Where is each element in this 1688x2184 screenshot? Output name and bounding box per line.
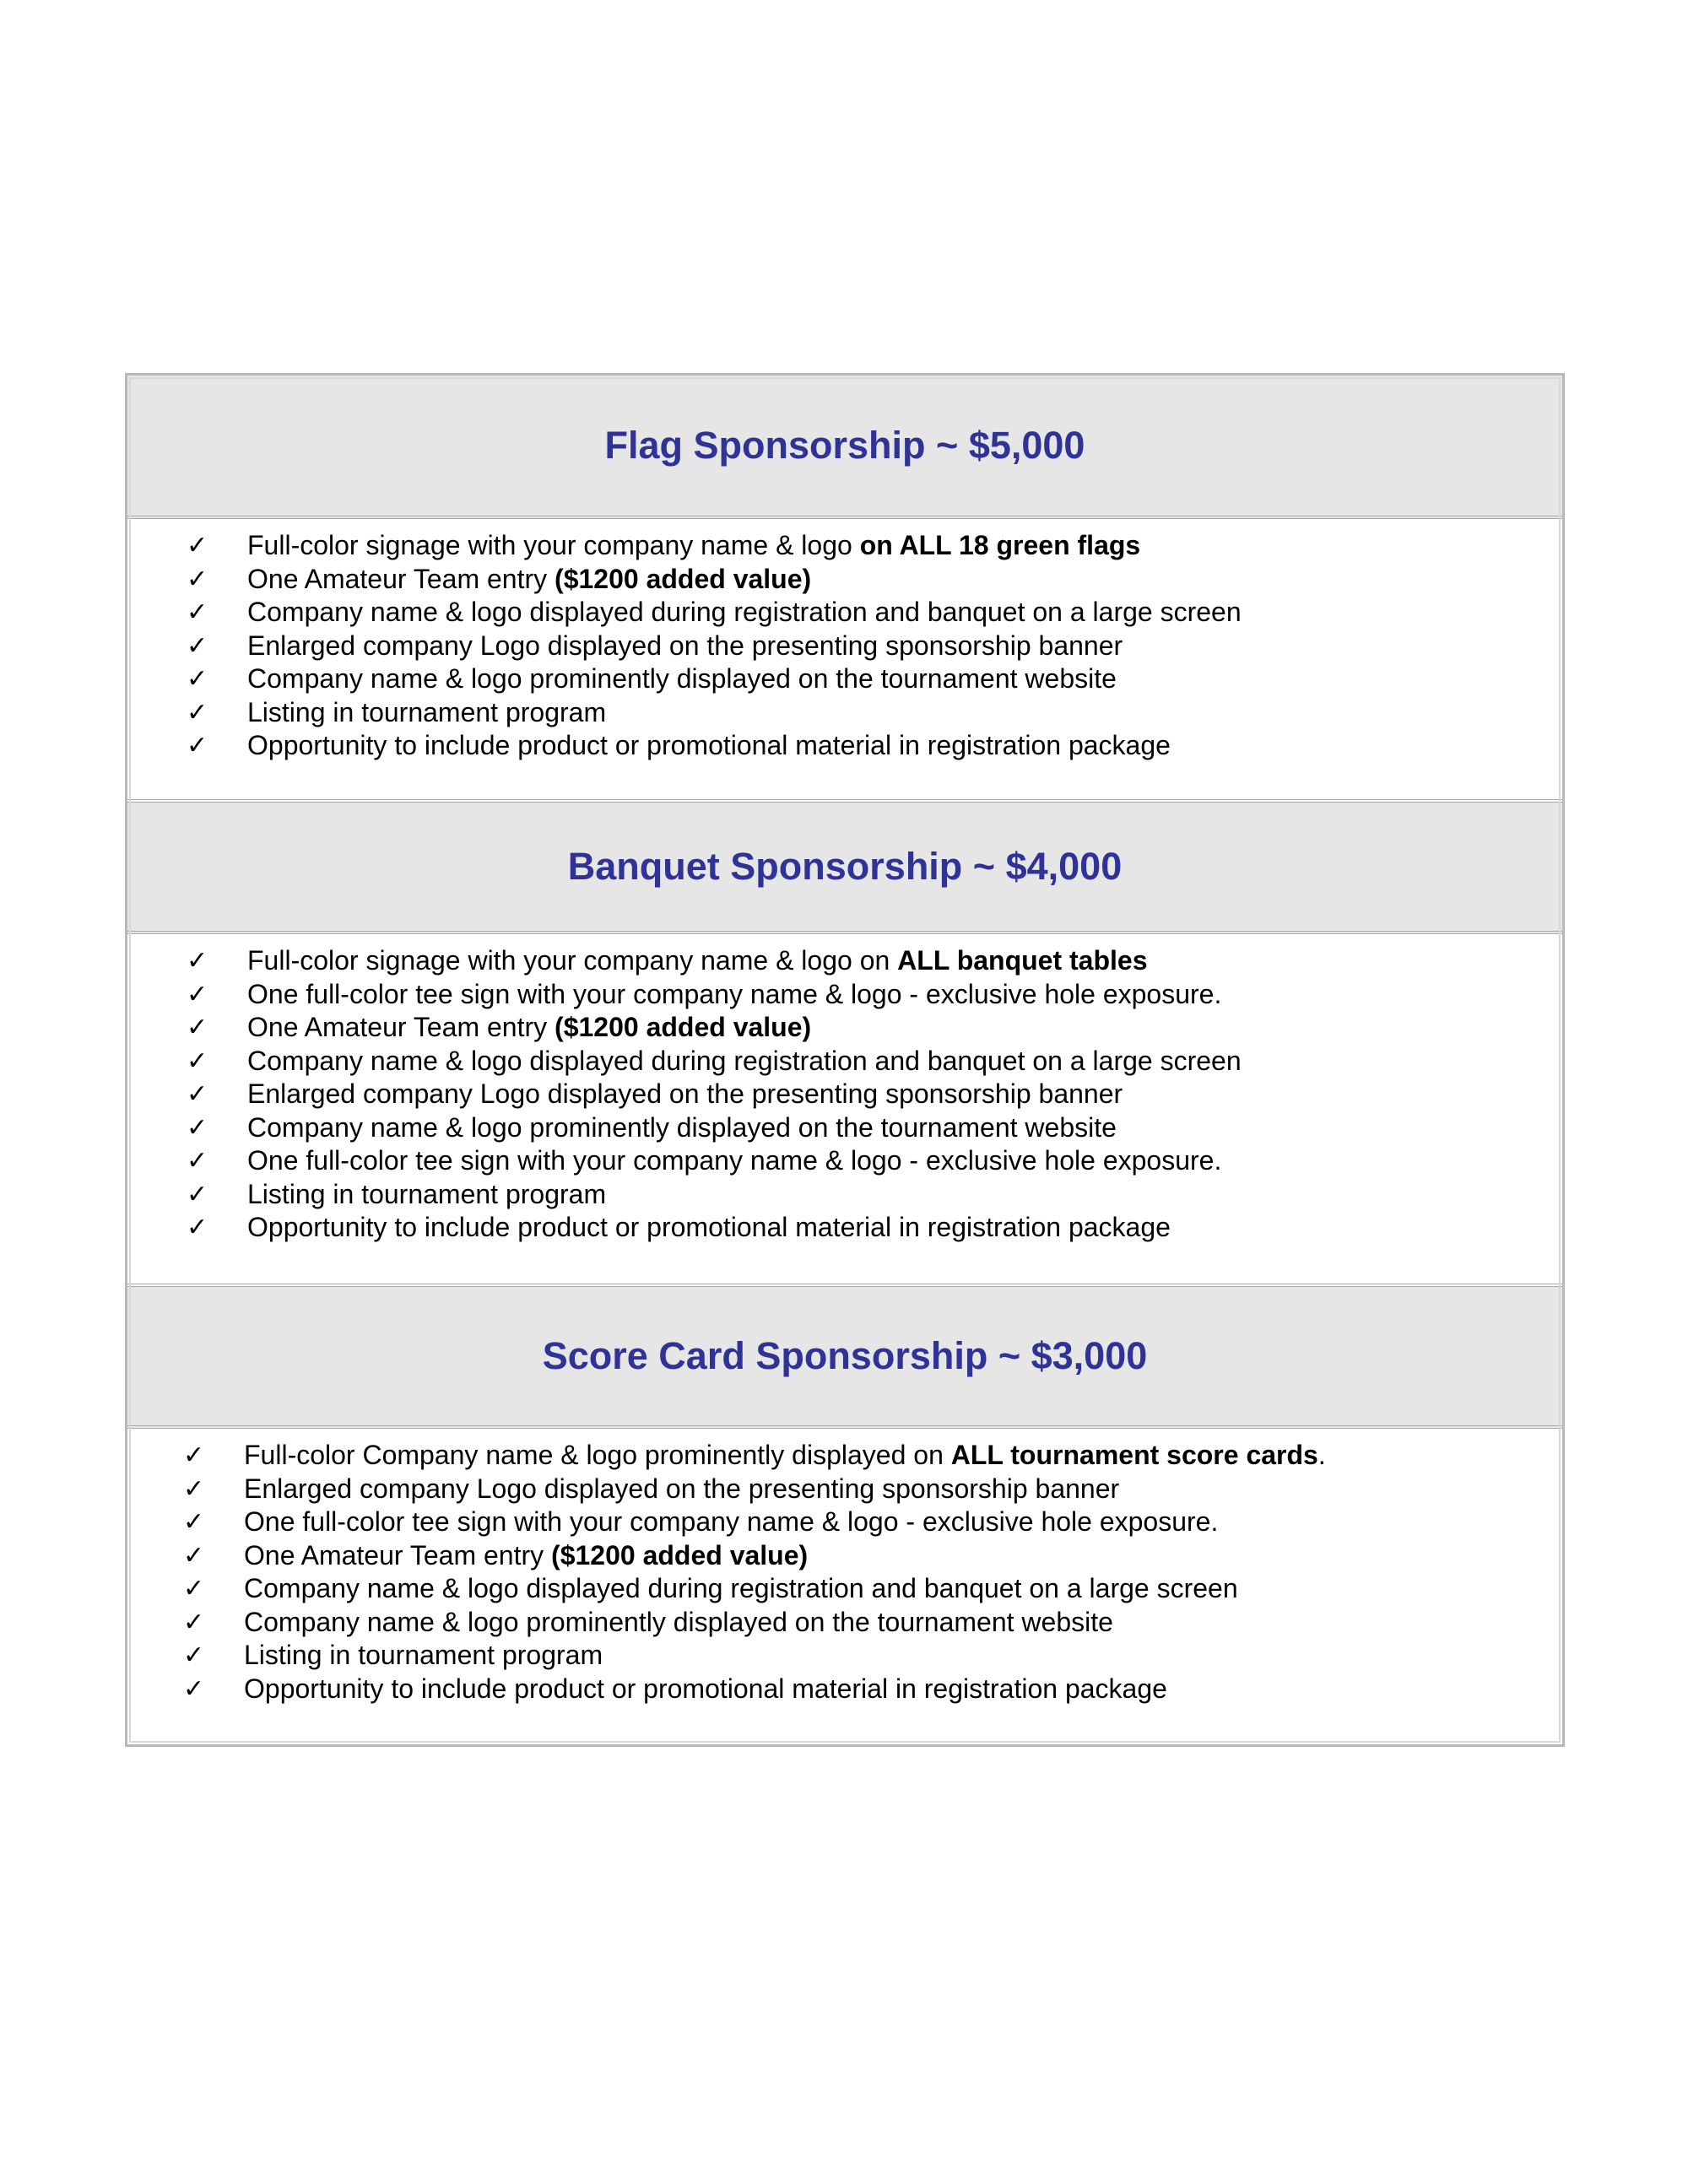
section-benefits-flag	[127, 519, 1562, 803]
list-item	[127, 529, 1562, 563]
checkmark-icon: ✓	[183, 1508, 205, 1537]
checkmark-icon: ✓	[187, 565, 208, 593]
section-title: Banquet Sponsorship ~ $4,000	[567, 845, 1123, 888]
list-item	[127, 1506, 1562, 1539]
list-item	[127, 1606, 1562, 1640]
checkmark-icon: ✓	[187, 665, 208, 694]
benefit-text: Company name & logo displayed during registration and banquet on a large screen	[247, 597, 1242, 628]
section-title: Score Card Sponsorship ~ $3,000	[542, 1334, 1148, 1377]
checkmark-icon: ✓	[187, 1014, 208, 1042]
benefit-emphasis: ALL banquet tables	[897, 945, 1148, 976]
list-item	[127, 696, 1562, 730]
benefit-text: Enlarged company Logo displayed on the presenting sponsorship banner	[247, 1078, 1123, 1110]
checkmark-icon: ✓	[187, 732, 208, 760]
checkmark-icon: ✓	[187, 698, 208, 727]
benefit-text: One full-color tee sign with your company name & logo - exclusive hole exposure.	[247, 1145, 1222, 1176]
benefit-text: One Amateur Team entry ($1200 added value)	[247, 1012, 812, 1043]
benefit-text: Full-color signage with your company name & logo on ALL banquet tables	[247, 945, 1148, 976]
benefit-list	[127, 1439, 1562, 1706]
section-title: Flag Sponsorship ~ $5,000	[604, 424, 1085, 467]
benefit-text: One full-color tee sign with your company name & logo - exclusive hole exposure.	[247, 978, 1222, 1009]
benefit-emphasis: ($1200 added value)	[555, 563, 812, 594]
list-item	[127, 1211, 1562, 1245]
section-header-banquet	[127, 803, 1562, 934]
checkmark-icon: ✓	[187, 947, 208, 976]
benefit-text: Enlarged company Logo displayed on the presenting sponsorship banner	[247, 630, 1123, 661]
list-item	[127, 662, 1562, 696]
list-item	[127, 1639, 1562, 1673]
section-benefits-banquet	[127, 934, 1562, 1287]
benefit-emphasis: ALL tournament score cards	[950, 1440, 1318, 1471]
benefit-text: Company name & logo displayed during registration and banquet on a large screen	[244, 1573, 1238, 1604]
benefit-text: Company name & logo prominently displayed on the tournament website	[247, 1111, 1117, 1143]
list-item	[127, 944, 1562, 978]
checkmark-icon: ✓	[183, 1441, 205, 1470]
checkmark-icon: ✓	[187, 1147, 208, 1176]
checkmark-icon: ✓	[183, 1575, 205, 1603]
list-item	[127, 729, 1562, 763]
checkmark-icon: ✓	[183, 1541, 205, 1570]
checkmark-icon: ✓	[183, 1674, 205, 1703]
list-item	[127, 1473, 1562, 1506]
list-item	[127, 630, 1562, 663]
list-item	[127, 978, 1562, 1012]
benefit-text: Company name & logo prominently displayed on the tournament website	[247, 663, 1117, 695]
list-item	[127, 596, 1562, 630]
benefit-text: Full-color Company name & logo prominently displayed on ALL tournament score cards.	[244, 1440, 1326, 1471]
checkmark-icon: ✓	[187, 1113, 208, 1142]
benefit-text: Full-color signage with your company name & logo on ALL 18 green flags	[247, 530, 1141, 561]
benefit-list	[127, 529, 1562, 763]
benefit-text: Listing in tournament program	[247, 1178, 607, 1209]
list-item	[127, 1011, 1562, 1045]
benefit-text: Opportunity to include product or promotional material in registration package	[247, 1212, 1171, 1243]
benefit-text: Company name & logo prominently displayed on the tournament website	[244, 1606, 1113, 1637]
list-item	[127, 1572, 1562, 1606]
checkmark-icon: ✓	[183, 1641, 205, 1670]
benefit-text: One Amateur Team entry ($1200 added value)	[247, 563, 812, 594]
benefit-text: Listing in tournament program	[247, 696, 607, 727]
checkmark-icon: ✓	[187, 598, 208, 627]
benefit-text: Enlarged company Logo displayed on the presenting sponsorship banner	[244, 1473, 1120, 1504]
checkmark-icon: ✓	[187, 1180, 208, 1208]
list-item	[127, 1045, 1562, 1078]
sponsorship-table	[125, 373, 1565, 1747]
list-item	[127, 1178, 1562, 1212]
list-item	[127, 563, 1562, 597]
list-item	[127, 1439, 1562, 1473]
checkmark-icon: ✓	[183, 1608, 205, 1636]
section-header-flag	[127, 376, 1562, 519]
checkmark-icon: ✓	[183, 1474, 205, 1503]
benefit-emphasis: ($1200 added value)	[555, 1012, 812, 1043]
checkmark-icon: ✓	[187, 980, 208, 1008]
benefit-text: Opportunity to include product or promotional material in registration package	[244, 1673, 1167, 1704]
checkmark-icon: ✓	[187, 1046, 208, 1075]
checkmark-icon: ✓	[187, 532, 208, 560]
section-header-score-card	[127, 1287, 1562, 1429]
section-benefits-score-card	[127, 1429, 1562, 1744]
benefit-list	[127, 944, 1562, 1245]
list-item	[127, 1539, 1562, 1573]
benefit-emphasis: ($1200 added value)	[551, 1539, 809, 1570]
checkmark-icon: ✓	[187, 1080, 208, 1109]
benefit-text: One full-color tee sign with your company name & logo - exclusive hole exposure.	[244, 1506, 1219, 1538]
list-item	[127, 1078, 1562, 1111]
benefit-text: Company name & logo displayed during registration and banquet on a large screen	[247, 1045, 1242, 1076]
list-item	[127, 1111, 1562, 1145]
benefit-text: Opportunity to include product or promotional material in registration package	[247, 730, 1171, 761]
benefit-emphasis: on ALL 18 green flags	[859, 530, 1141, 561]
list-item	[127, 1673, 1562, 1706]
benefit-text: Listing in tournament program	[244, 1640, 603, 1671]
checkmark-icon: ✓	[187, 1214, 208, 1242]
checkmark-icon: ✓	[187, 631, 208, 660]
list-item	[127, 1144, 1562, 1178]
benefit-text: One Amateur Team entry ($1200 added value)	[244, 1539, 809, 1570]
